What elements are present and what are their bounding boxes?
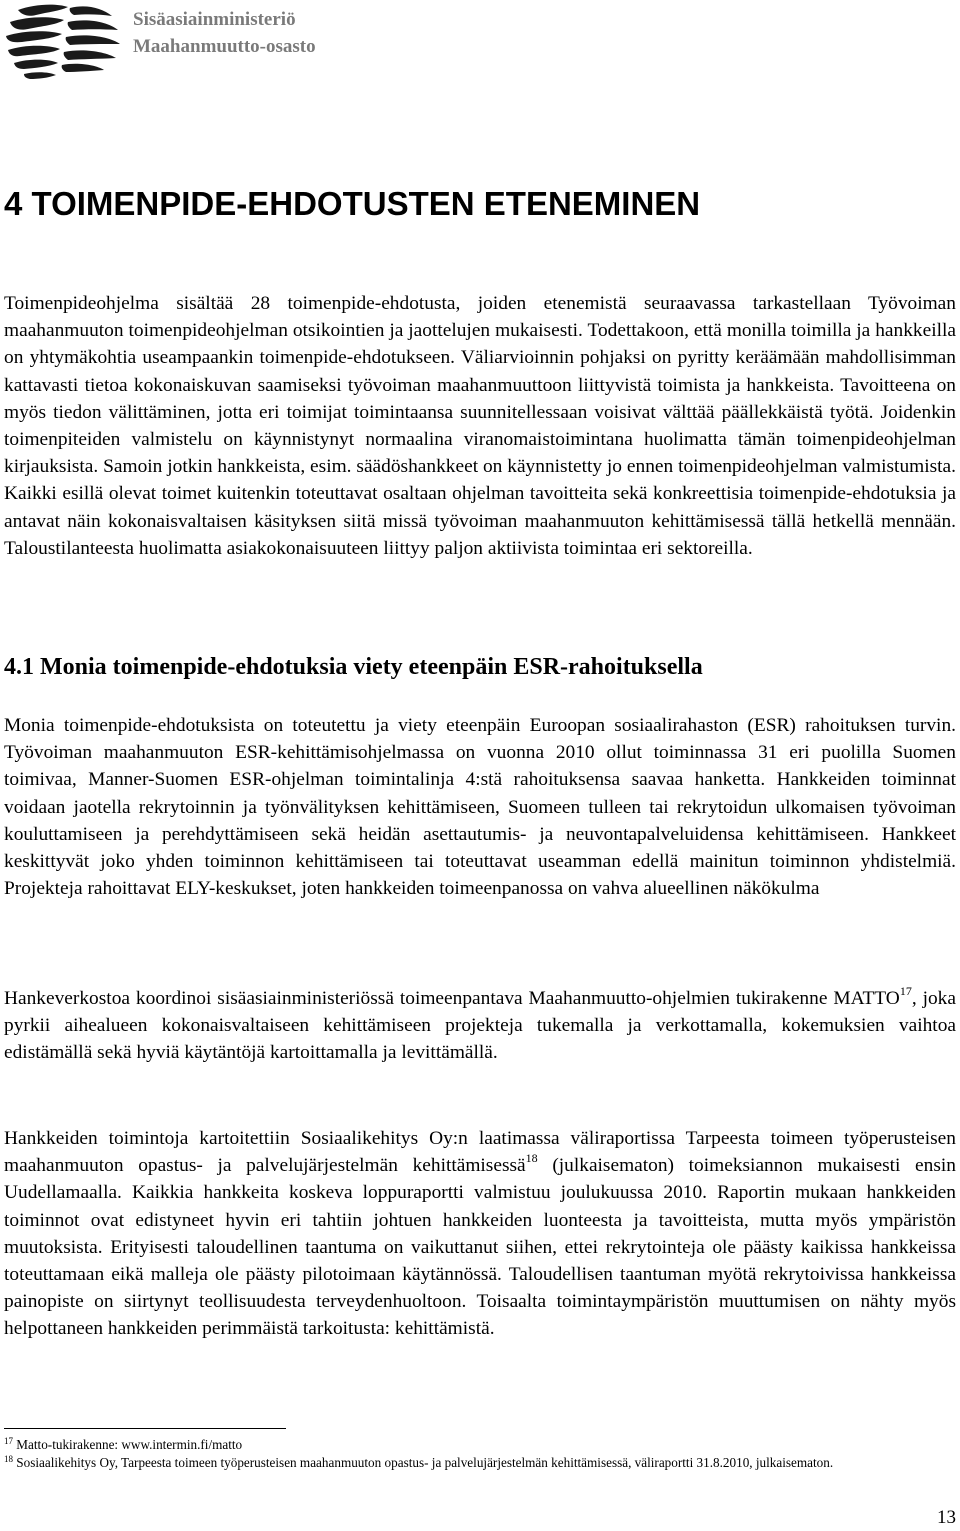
footnote-17: [4, 1436, 956, 1453]
footnote-ref-18[interactable]: 18: [525, 1151, 538, 1166]
subsection-paragraph-3: [4, 1125, 956, 1343]
footnote-text: Sosiaalikehitys Oy, Tarpeesta toimeen työperusteisen maahanmuuton opastus- ja palvelujärjestelmän kehittämisessä, väliraportti 31.8.2010, julkaisematon.: [16, 1455, 834, 1470]
department-name: Maahanmuutto-osasto: [133, 36, 316, 57]
organization-name: [133, 6, 316, 60]
section-paragraph: Toimenpideohjelma sisältää 28 toimenpide-ehdotusta, joiden etenemistä seuraavassa tarkastellaan Työvoiman maahanmuuton toimenpideohjelman otsikointien ja jaottelujen mukaisesti. Todettakoon, että monilla toimilla ja hankkeilla on yhtymäkohtia useampaankin toimenpide-ehdotukseen. Väliarvioinnin pohjaksi on pyritty keräämään mahdollisimman kattavasti tietoa kokonaiskuvan saamiseksi työvoiman maahanmuuttoon liittyvistä toimista ja hankkeista. Tavoitteena on myös tiedon välittäminen, jotta eri toimijat toimintaansa suunnitellessaan voisivat välttää päällekkäistä työtä. Joidenkin toimenpiteiden valmistelu on käynnistynyt normaalina viranomaistoimintana huolimatta tämän toimenpideohjelman kirjauksista. Samoin jotkin hankkeista, esim. säädöshankkeet on käynnistetty jo ennen toimenpideohjelman valmistumista. Kaikki esillä olevat toimet kuitenkin toteuttavat osaltaan ohjelman tavoitteita sekä konkreettisia toimenpide-ehdotuksia ja antavat näin kokonaisvaltaisen käsityksen siitä missä työvoiman maahanmuuton kehittämisessä tällä hetkellä mennään. Taloustilanteesta huolimatta asiakokonaisuuteen liittyy paljon aktiivista toimintaa eri sektoreilla.: [4, 293, 956, 559]
paragraph-text: , joka pyrkii aihealueen kokonaisvaltaiseen kehittämiseen projekteja tukemalla ja verkottamalla, kokemuksien vaihtoa edistämällä sekä hyviä käytäntöjä kartoittamalla ja levittämällä.: [4, 988, 956, 1064]
section-title: 4 TOIMENPIDE-EHDOTUSTEN ETENEMINEN: [4, 185, 701, 222]
page-number: 13: [937, 1507, 956, 1528]
ministry-name: Sisäasiainministeriö: [133, 9, 296, 30]
subsection-title: 4.1 Monia toimenpide-ehdotuksia viety eteenpäin ESR-rahoituksella: [4, 654, 703, 680]
paragraph-text: Hankeverkostoa koordinoi sisäasiainministeriössä toimeenpantava Maahanmuutto-ohjelmien tukirakenne MATTO: [4, 988, 900, 1009]
paragraph-text: Hankkeiden toimintoja kartoitettiin Sosiaalikehitys Oy:n laatimassa väliraportissa Tarpeesta toimeen työperusteisen maahanmuuton opastus- ja palvelujärjestelmän kehittämisessä: [4, 1128, 956, 1177]
footnote-text: Matto-tukirakenne: www.intermin.fi/matto: [16, 1437, 243, 1452]
footnote-number: 18: [4, 1454, 13, 1464]
ministry-logo-icon: [4, 2, 122, 80]
footnote-ref-17[interactable]: 17: [899, 984, 912, 998]
paragraph-text: (julkaisematon) toimeksiannon mukaisesti ensin Uudellamaalla. Kaikkia hankkeita koskeva loppuraportti valmistuu joulukuussa 2010. Raportin mukaan hankkeiden toiminnot ovat edistyneet hyvin eri tahtiin johtuen hankkeiden luonteesta ja tavoitteista, mutta myös ympäristön muutoksista. Erityisesti taloudellinen taantuma on vaikuttanut siihen, ettei rekrytointeja ole päästy kaikissa hankkeissa toteuttamaan eikä malleja ole päästy pilotoimaan käytännössä. Taloudellisen taantuman myötä rekrytoivissa hankkeissa painopiste on siirtynyt teollisuudesta terveydenhuoltoon. Toisaalta toimintaympäristön muuttumisen on nähty myös helpottaneen hankkeiden perimmäistä tarkoitusta: kehittämistä.: [4, 1155, 956, 1340]
footnote-divider: [4, 1428, 286, 1429]
subsection-paragraph-1: Monia toimenpide-ehdotuksista on toteutettu ja viety eteenpäin Euroopan sosiaalirahaston (ESR) rahoituksen turvin. Työvoiman maahanmuuton ESR-kehittämisohjelmassa on vuonna 2010 ollut toiminnassa 31 eri puolilla Suomen toimivaa, Manner-Suomen ESR-ohjelman toimintalinja 4:stä rahoituksensa saavaa hanketta. Hankkeiden toiminnat voidaan jaotella rekrytoinnin ja työnvälityksen kehittämiseen, Suomeen tulleen tai rekrytoidun ulkomaisen työvoiman kouluttamiseen ja perehdyttämiseen sekä heidän asettautumis- ja neuvontapalveluidensa kehittämiseen. Hankkeet keskittyvät joko yhden toiminnon kehittämiseen tai toteuttavat useamman edellä mainitun toiminnon yhdistelmiä. Projekteja rahoittavat ELY-keskukset, joten hankkeiden toimeenpanossa on vahva alueellinen näkökulma: [4, 715, 956, 900]
footnote-18: [4, 1454, 956, 1471]
footnote-number: 17: [4, 1436, 13, 1446]
subsection-paragraph-2: [4, 985, 956, 1067]
